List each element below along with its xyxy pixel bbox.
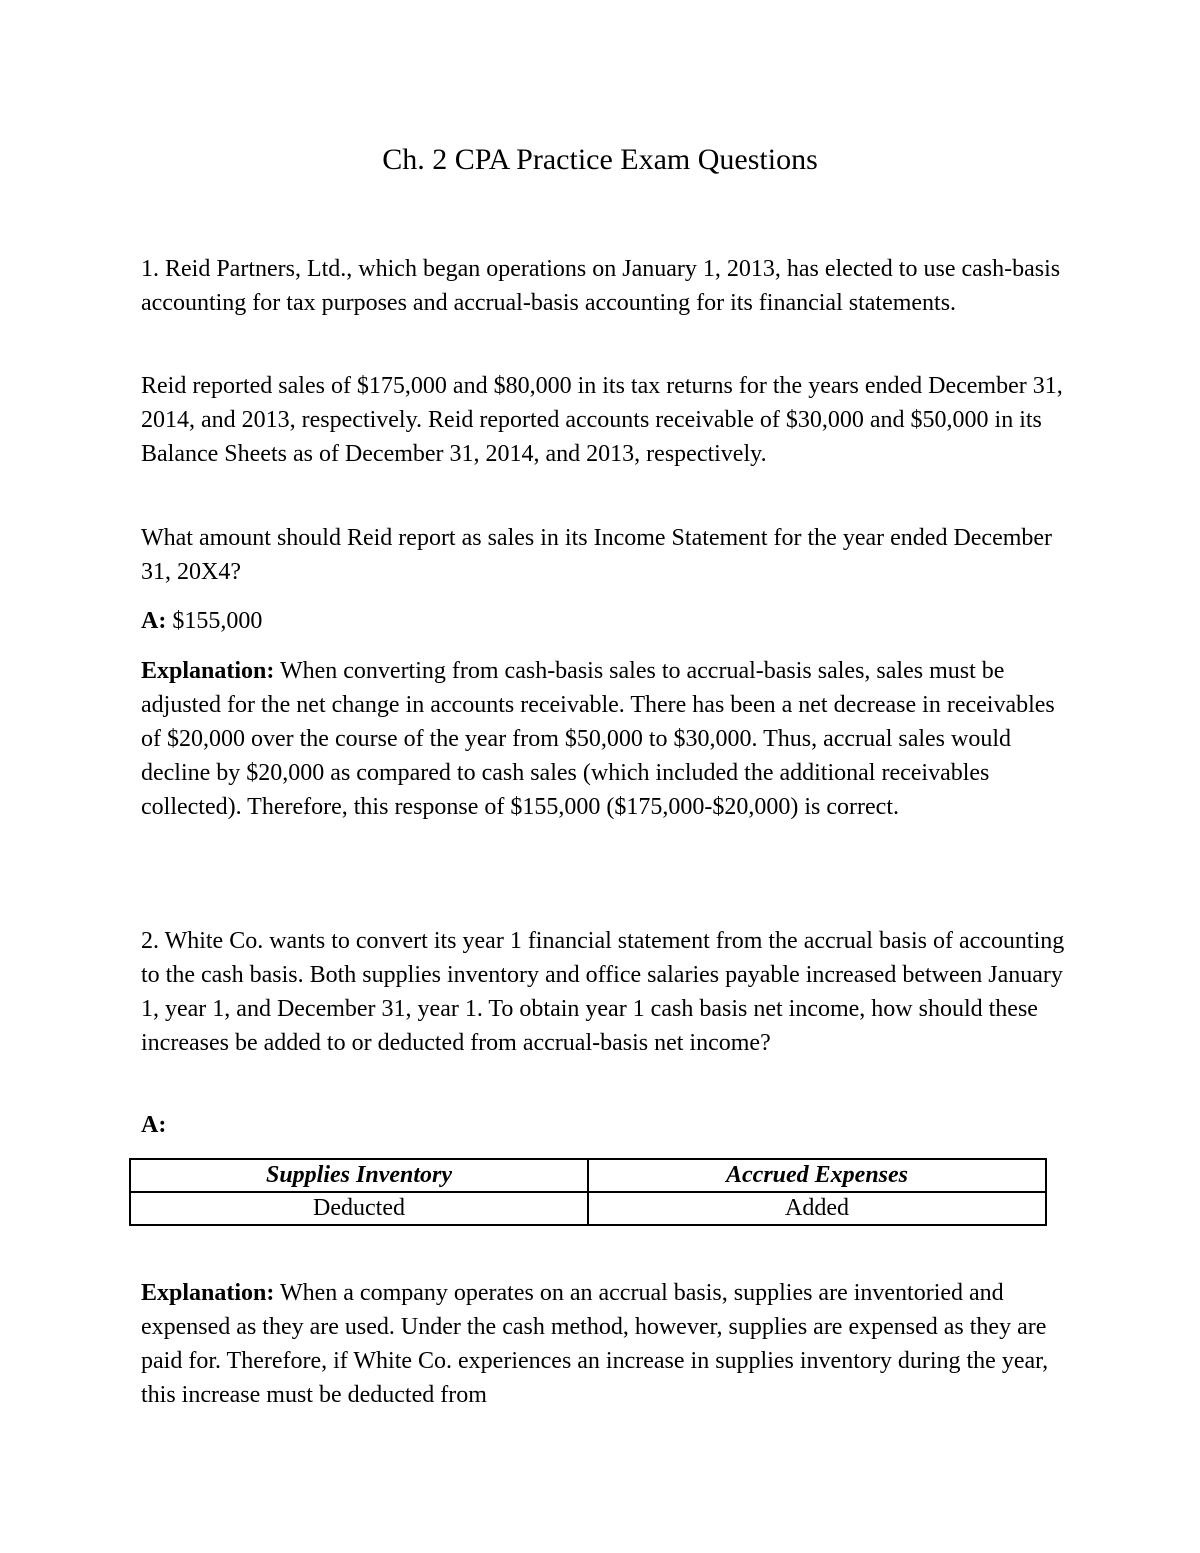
explanation-text: When converting from cash-basis sales to accrual-basis sales, sales must be adjusted for the net change in accounts receivable. There has been a net decrease in receivables of $20,000 over the course of the year from $50,000 to $30,000. Thus, accrual sales would decline by $20,000 as compared to cash sales (which included the additional receivables collected). Therefore, this response of $155,000 ($175,000-$20,000) is correct. xyxy=(141,658,1055,820)
table-row xyxy=(130,1192,1046,1225)
question-2-answer xyxy=(141,1108,1071,1142)
table-header-supplies-inventory: Supplies Inventory xyxy=(130,1159,588,1192)
question-1-answer xyxy=(141,604,1071,638)
explanation-label: Explanation: xyxy=(141,658,275,684)
table-cell-accrued-expenses: Added xyxy=(588,1192,1046,1225)
question-2-prompt: 2. White Co. wants to convert its year 1 financial statement from the accrual basis of accounting to the cash basis. Both supplies inventory and office salaries payable increased between January 1, year 1, and December 31, year 1. To obtain year 1 cash basis net income, how should these increases be added to or deducted from accrual-basis net income? xyxy=(141,928,1065,1056)
question-1-question: What amount should Reid report as sales in its Income Statement for the year ended December 31, 20X4? xyxy=(141,525,1053,585)
answer-label: A: xyxy=(141,608,167,634)
table-header-accrued-expenses: Accrued Expenses xyxy=(588,1159,1046,1192)
question-2-explanation xyxy=(141,1276,1071,1412)
explanation-label: Explanation: xyxy=(141,1280,275,1306)
question-1-explanation xyxy=(141,654,1071,824)
table-header-row xyxy=(130,1159,1046,1192)
question-1-prompt: 1. Reid Partners, Ltd., which began operations on January 1, 2013, has elected to use cash-basis accounting for tax purposes and accrual-basis accounting for its financial statements. xyxy=(141,256,1061,316)
answer-label: A: xyxy=(141,1112,167,1138)
answer-table xyxy=(129,1158,1047,1226)
question-1-details: Reid reported sales of $175,000 and $80,000 in its tax returns for the years ended December 31, 2014, and 2013, respectively. Reid reported accounts receivable of $30,000 and $50,000 in its Balance Sheets as of December 31, 2014, and 2013, respectively. xyxy=(141,373,1063,467)
page-title: Ch. 2 CPA Practice Exam Questions xyxy=(382,143,818,176)
answer-value: $155,000 xyxy=(172,608,263,634)
explanation-text: When a company operates on an accrual basis, supplies are inventoried and expensed as they are used. Under the cash method, however, supplies are expensed as they are paid for. Therefore, if White Co. experiences an increase in supplies inventory during the year, this increase must be deducted from xyxy=(141,1280,1049,1408)
table-cell-supplies-inventory: Deducted xyxy=(130,1192,588,1225)
